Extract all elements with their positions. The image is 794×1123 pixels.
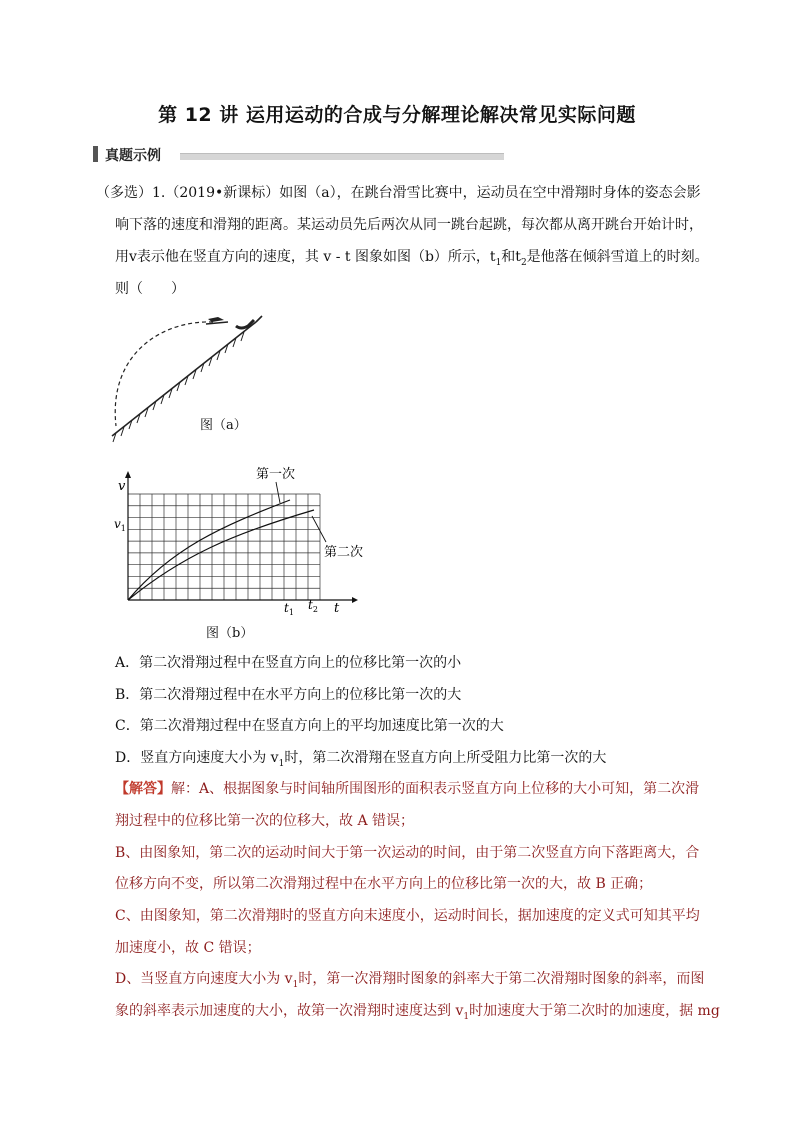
section-header bbox=[93, 146, 413, 162]
option-b: B．第二次滑翔过程中在水平方向上的位移比第一次的大 bbox=[115, 687, 462, 703]
page-title: 第 12 讲 运用运动的合成与分解理论解决常见实际问题 bbox=[158, 104, 636, 126]
t-axis-arrow bbox=[352, 597, 358, 603]
grid bbox=[128, 494, 320, 600]
figure-b bbox=[112, 466, 372, 616]
section-rule bbox=[180, 153, 504, 160]
first-jump-label: 第一次 bbox=[256, 467, 296, 482]
t-axis-label: t bbox=[334, 601, 340, 616]
figure-a-caption: 图（a） bbox=[200, 418, 247, 433]
skier-icon bbox=[206, 317, 228, 324]
section-marker bbox=[93, 146, 98, 162]
answer-line-4: 位移方向不变，所以第二次滑翔过程中在水平方向上的位移比第一次的大，故 B 正确； bbox=[115, 876, 653, 892]
v-axis-label: v bbox=[118, 479, 126, 494]
answer-line-6: 加速度小，故 C 错误； bbox=[115, 940, 261, 956]
question-line-3: 用v表示他在竖直方向的速度，其 v - t 图象如图（b）所示，$t_1$和$t_2$是他落在倾斜雪道上的时刻。 bbox=[115, 249, 709, 268]
v-axis-arrow bbox=[125, 471, 131, 478]
answer-line-8: 象的斜率表示加速度的大小，故第一次滑翔时速度达到 $v_1$时加速度大于第二次时的加速度，据 mg bbox=[115, 1003, 720, 1022]
t2-tick-label: $t_2$ bbox=[308, 598, 318, 614]
second-jump-label: 第二次 bbox=[324, 545, 364, 560]
answer-line-2: 翔过程中的位移比第一次的位移大，故 A 错误； bbox=[115, 813, 415, 829]
answer-line-5: C、由图象知，第二次滑翔时的竖直方向末速度小，运动时间长，据加速度的定义式可知其平均 bbox=[115, 908, 700, 924]
answer-tag: 【解答】 bbox=[115, 781, 171, 797]
option-a: A．第二次滑翔过程中在竖直方向上的位移比第一次的小 bbox=[115, 655, 462, 671]
answer-line-1: 【解答】解：A、根据图象与时间轴所围图形的面积表示竖直方向上位移的大小可知，第二次滑 bbox=[115, 781, 700, 797]
question-line-4: 则（ ） bbox=[115, 281, 185, 297]
section-label: 真题示例 bbox=[105, 148, 161, 164]
curve-second-jump bbox=[128, 510, 314, 600]
answer-line-3: B、由图象知，第二次的运动时间大于第一次运动的时间，由于第二次竖直方向下落距离大，合 bbox=[115, 845, 700, 861]
leader-first bbox=[276, 482, 280, 503]
answer-line-7: D、当竖直方向速度大小为 $v_1$时，第一次滑翔时图象的斜率大于第二次滑翔时图象的斜率，而图 bbox=[115, 971, 705, 990]
v1-tick-label: $v_1$ bbox=[114, 517, 126, 533]
option-d: D．竖直方向速度大小为 $v_1$时，第二次滑翔在竖直方向上所受阻力比第一次的大 bbox=[115, 750, 607, 769]
question-line-2: 响下落的速度和滑翔的距离。某运动员先后两次从同一跳台起跳，每次都从离开跳台开始计时， bbox=[115, 217, 703, 233]
t1-tick-label: $t_1$ bbox=[284, 601, 294, 616]
trajectory-curve bbox=[115, 322, 213, 426]
option-c: C．第二次滑翔过程中在竖直方向上的平均加速度比第一次的大 bbox=[115, 718, 504, 734]
question-line-1: （多选）1.（2019•新课标）如图（a），在跳台滑雪比赛中，运动员在空中滑翔时身体的姿态会影 bbox=[96, 185, 701, 201]
axes bbox=[128, 478, 352, 600]
jump-platform bbox=[236, 320, 254, 328]
figure-b-caption: 图（b） bbox=[206, 626, 254, 641]
